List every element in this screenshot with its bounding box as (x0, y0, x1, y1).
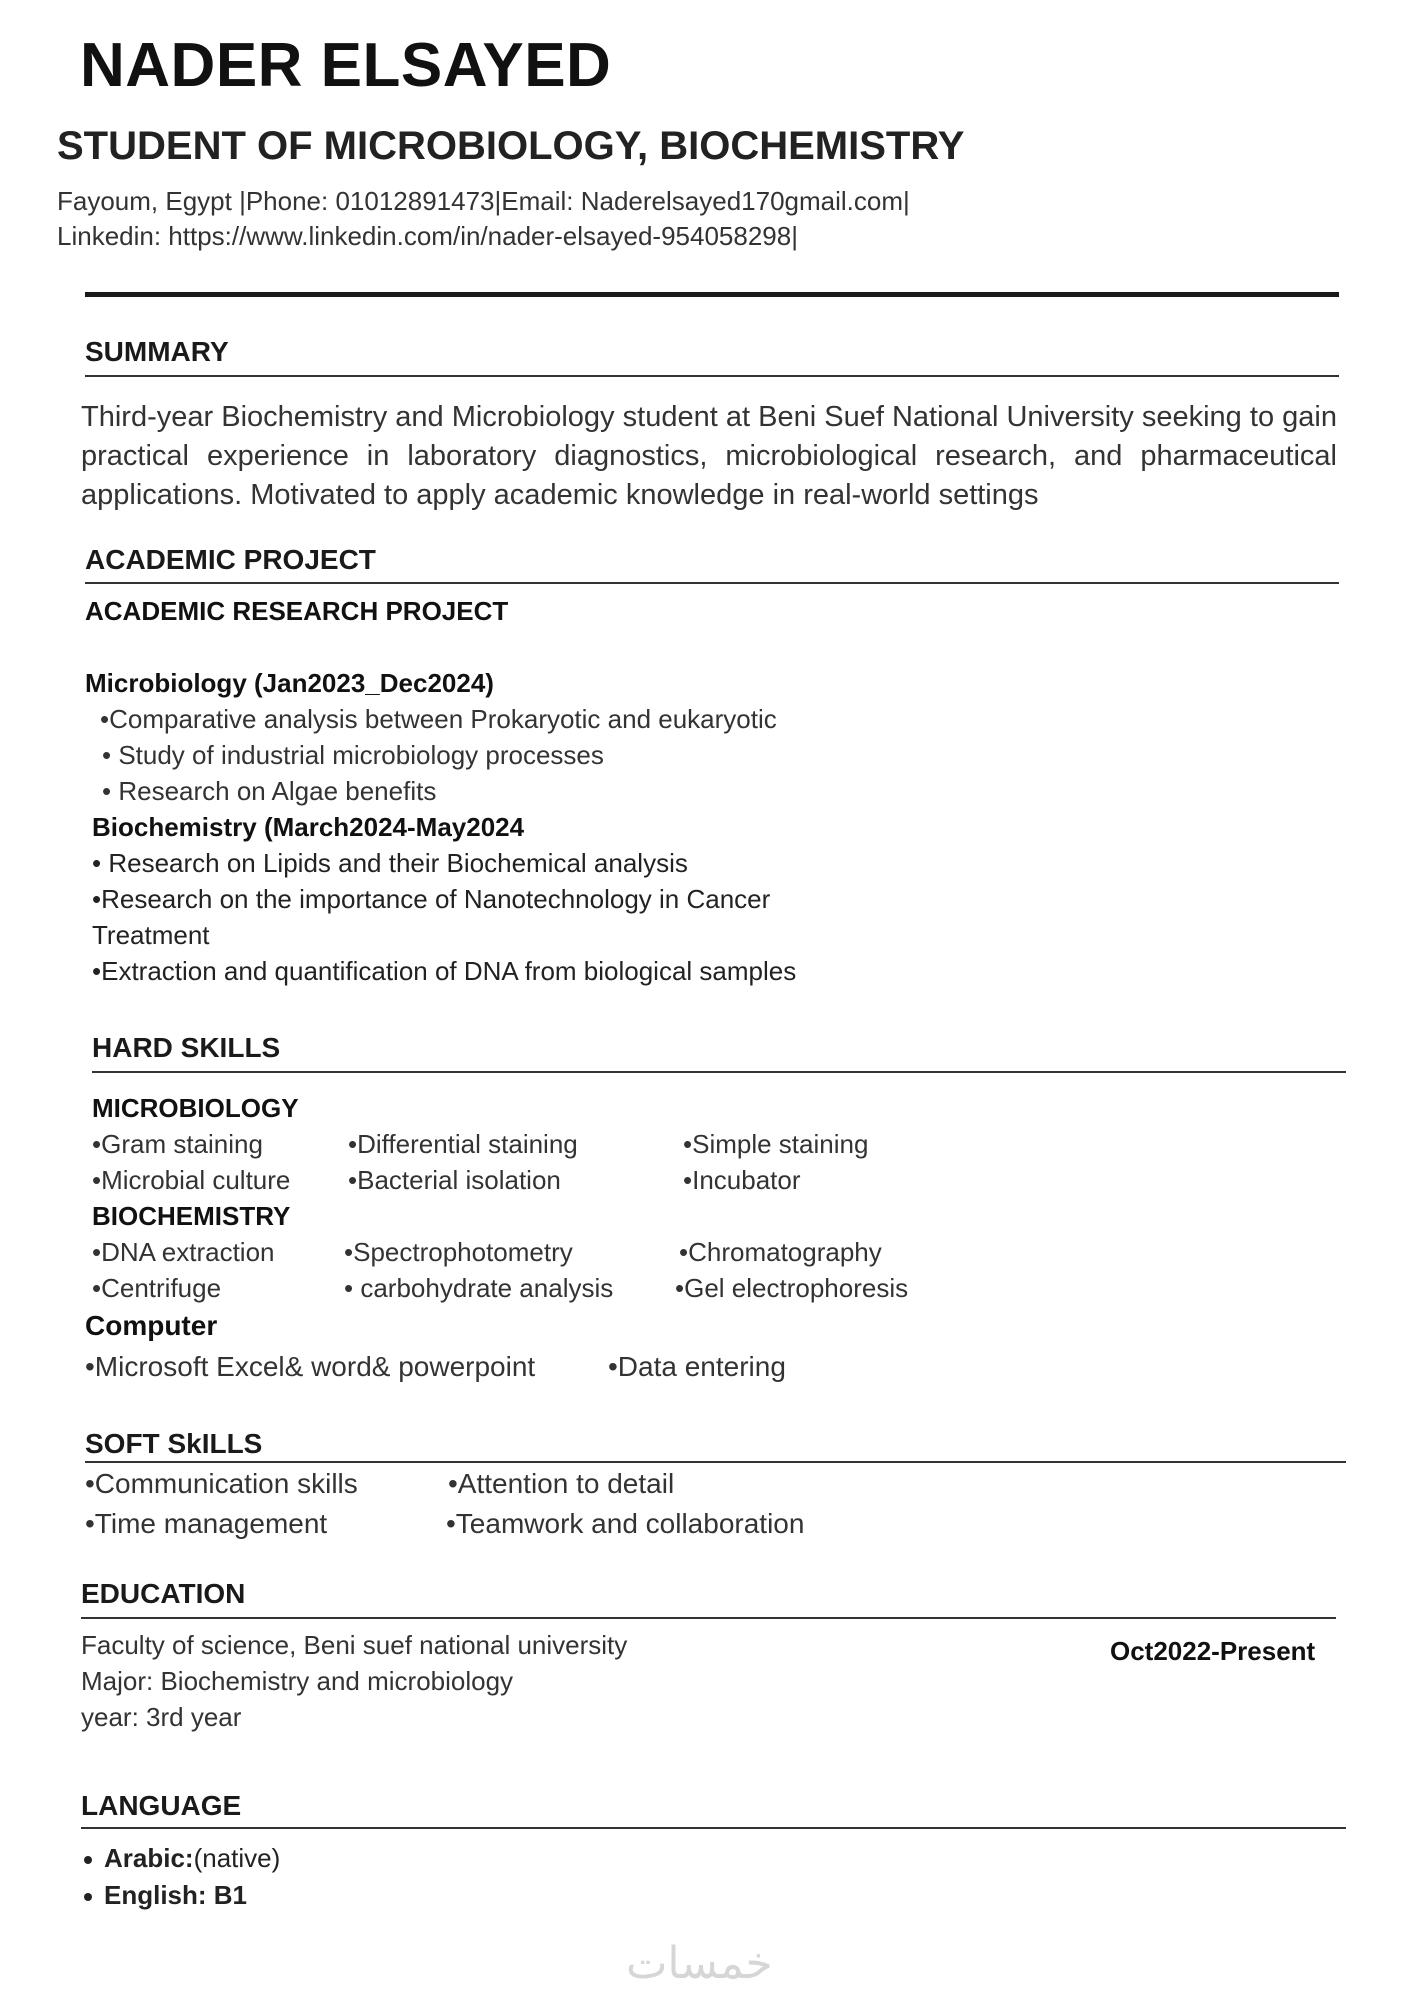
skill-item: •Incubator (683, 1165, 801, 1195)
contact-line-1: Fayoum, Egypt |Phone: 01012891473|Email: Naderelsayed170gmail.com| (57, 186, 910, 216)
resume-name: NADER ELSAYED (80, 31, 612, 100)
education-date: Oct2022-Present (1110, 1636, 1316, 1666)
list-item: • Research on Lipids and their Biochemical analysis (92, 848, 688, 878)
education-heading: EDUCATION (81, 1578, 246, 1609)
watermark-logo: خمسات (626, 1938, 773, 1989)
skill-item: •Gram staining (92, 1129, 263, 1159)
summary-divider (85, 375, 1339, 377)
skill-item: •Simple staining (683, 1129, 869, 1159)
education-line: Faculty of science, Beni suef national university (81, 1630, 628, 1660)
microbiology-project-title: Microbiology (Jan2023_Dec2024) (85, 668, 494, 698)
computer-skills-title: Computer (85, 1310, 218, 1341)
biochemistry-skills-title: BIOCHEMISTRY (92, 1201, 291, 1231)
skill-item: •Teamwork and collaboration (446, 1508, 805, 1539)
skill-item: •Spectrophotometry (344, 1237, 573, 1267)
skill-item: •Microsoft Excel& word& powerpoint (85, 1351, 536, 1382)
language-label: English: B1 (104, 1880, 248, 1910)
list-item: •Extraction and quantification of DNA from biological samples (92, 956, 797, 986)
skill-item: •Chromatography (679, 1237, 882, 1267)
hard-skills-heading: HARD SKILLS (92, 1032, 281, 1063)
list-item: •Comparative analysis between Prokaryotic and eukaryotic (100, 704, 777, 734)
summary-heading: SUMMARY (85, 336, 229, 367)
skill-item: •Communication skills (85, 1468, 358, 1499)
header-divider (85, 292, 1339, 297)
summary-text: Third-year Biochemistry and Microbiology student at Beni Suef National University seeking to gain practical experience in laboratory diagnostics, microbiological research, and pharmaceutical applications. Motivated to apply academic knowledge in real-world settings (81, 401, 1337, 511)
education-divider (81, 1617, 1336, 1619)
bullet-icon (84, 1893, 92, 1901)
skill-item: •Time management (85, 1508, 328, 1539)
bullet-icon (84, 1856, 92, 1864)
skill-item: •Bacterial isolation (348, 1165, 561, 1195)
microbiology-skills-title: MICROBIOLOGY (92, 1093, 299, 1123)
skill-item: •Centrifuge (92, 1273, 222, 1303)
education-line: year: 3rd year (81, 1702, 242, 1732)
biochemistry-project-title: Biochemistry (March2024-May2024 (92, 812, 525, 842)
list-item: •Research on the importance of Nanotechnology in Cancer (92, 884, 771, 914)
skill-item: •DNA extraction (92, 1237, 275, 1267)
list-item: • Study of industrial microbiology processes (102, 740, 604, 770)
academic-heading: ACADEMIC PROJECT (85, 544, 376, 575)
hard-skills-divider (92, 1071, 1346, 1073)
language-label: Arabic: (104, 1843, 194, 1873)
soft-skills-heading: SOFT SkILLS (85, 1428, 263, 1459)
academic-subheading: ACADEMIC RESEARCH PROJECT (85, 596, 509, 626)
education-line: Major: Biochemistry and microbiology (81, 1666, 514, 1696)
list-item: • Research on Algae benefits (102, 776, 437, 806)
skill-item: • carbohydrate analysis (344, 1273, 614, 1303)
language-item-arabic (81, 1843, 280, 1874)
language-heading: LANGUAGE (81, 1790, 242, 1821)
soft-skills-divider (85, 1461, 1346, 1463)
resume-title: STUDENT OF MICROBIOLOGY, BIOCHEMISTRY (57, 124, 965, 168)
skill-item: •Attention to detail (448, 1468, 675, 1499)
skill-item: •Data entering (608, 1351, 786, 1382)
language-divider (81, 1827, 1346, 1829)
skill-item: •Gel electrophoresis (675, 1273, 909, 1303)
language-item-english (81, 1880, 247, 1911)
skill-item: •Differential staining (348, 1129, 578, 1159)
academic-divider (85, 582, 1339, 584)
contact-line-2: Linkedin: https://www.linkedin.com/in/nader-elsayed-954058298| (57, 221, 798, 251)
skill-item: •Microbial culture (92, 1165, 291, 1195)
list-item: Treatment (92, 920, 210, 950)
language-level: (native) (193, 1843, 281, 1873)
